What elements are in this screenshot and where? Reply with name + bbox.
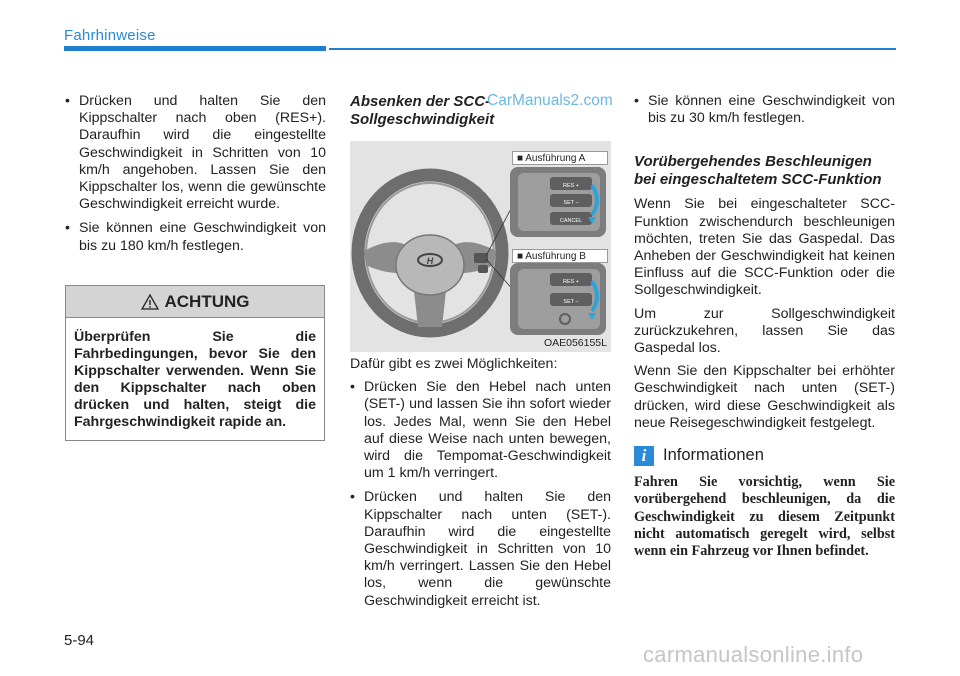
paragraph: Wenn Sie bei eingeschalteter SCC-Funktion zwischendurch beschleunigen möchten, treten Sie das Gaspedal. Das Anheben der Geschwindigkeit hat keinen Einfluss auf die SCC-Funktion oder die Sollgeschwindigkeit. bbox=[634, 196, 895, 299]
switch-b-res-label: RES + bbox=[562, 279, 580, 285]
version-a-label: ■ Ausführung A bbox=[512, 151, 608, 165]
bullet-list bbox=[350, 379, 611, 610]
watermark-top: CarManuals2.com bbox=[487, 92, 613, 109]
list-item: • Sie können eine Geschwindigkeit von bis zu 30 km/h festlegen. bbox=[634, 93, 895, 127]
bullet-list bbox=[634, 93, 895, 127]
page-number: 5-94 bbox=[64, 632, 95, 649]
version-b-label: ■ Ausführung B bbox=[512, 249, 608, 263]
list-item: • Drücken Sie den Hebel nach unten (SET-) und lassen Sie ihn sofort wieder los. Jedes Mal, wenn Sie den Hebel auf diese Weise nach unten bewegen, wird die Tempomat-Geschwindigkeit um 1 km/h verringert. bbox=[350, 379, 611, 482]
steering-wheel-illustration bbox=[350, 141, 611, 352]
paragraph: Wenn Sie den Kippschalter bei erhöhter Geschwindigkeit nach unten (SET-) drücken, wird diese Geschwindigkeit als neue Reisegeschwindigkeit festgelegt. bbox=[634, 363, 895, 431]
bullet-list bbox=[65, 93, 326, 255]
section-heading: Vorübergehendes Beschleunigen bei eingeschaltetem SCC-Funktion bbox=[634, 153, 882, 188]
warning-box bbox=[65, 285, 325, 441]
list-item: • Drücken und halten Sie den Kippschalter nach unten (SET-). Daraufhin wird die eingestellte Geschwindigkeit in Schritten von 10 km/h verringert. Lassen Sie den Hebel los, wenn die gewünschte Geschwindigkeit erreicht ist. bbox=[350, 489, 611, 609]
intro-text: Dafür gibt es zwei Möglichkeiten: bbox=[350, 356, 558, 372]
header-rule-thick bbox=[64, 46, 326, 51]
switch-a-res-label: RES + bbox=[562, 183, 580, 189]
warning-triangle-icon bbox=[141, 294, 159, 310]
column-2-body bbox=[350, 356, 611, 617]
info-title: Informationen bbox=[663, 446, 764, 465]
column-3 bbox=[634, 93, 895, 561]
section-heading: Absenken der SCC-Sollgeschwindigkeit bbox=[350, 93, 495, 128]
svg-text:H: H bbox=[426, 256, 434, 266]
list-item: • Sie können eine Geschwindigkeit von bis zu 180 km/h festlegen. bbox=[65, 220, 326, 254]
warning-header bbox=[66, 286, 324, 318]
switch-a-cancel-label: CANCEL bbox=[559, 218, 583, 224]
info-heading bbox=[634, 446, 895, 466]
paragraph: Um zur Sollgeschwindigkeit zurückzukehren, lassen Sie das Gaspedal los. bbox=[634, 305, 895, 357]
column-1 bbox=[65, 93, 326, 262]
warning-text: Überprüfen Sie die Fahrbedingungen, bevor Sie den Kippschalter verwenden. Wenn Sie den Kippschalter nach oben drücken und halten, steigt die Fahrgeschwindigkeit rapide an. bbox=[74, 329, 316, 430]
section-title: Fahrhinweise bbox=[64, 27, 156, 44]
switch-a-set-label: SET – bbox=[563, 200, 579, 206]
list-item: • Drücken und halten Sie den Kippschalter nach oben (RES+). Daraufhin wird die eingestellte Geschwindigkeit in Schritten von 10 km/h angehoben. Lassen Sie den Kippschalter los, wenn die gewünschte Geschwindigkeit erreicht wurde. bbox=[65, 93, 326, 213]
watermark-bottom: carmanualsonline.info bbox=[643, 642, 864, 667]
figure-code: OAE056155L bbox=[543, 337, 607, 349]
info-text: Fahren Sie vorsichtig, wenn Sie vorübergehend beschleunigen, da die Geschwindigkeit zu diesem Zeitpunkt nicht automatisch geregelt wird, selbst wenn ein Fahrzeug vor Ihnen befindet. bbox=[634, 474, 895, 560]
warning-title: ACHTUNG bbox=[164, 291, 250, 311]
header-rule-thin bbox=[329, 48, 896, 50]
info-icon: i bbox=[634, 446, 654, 466]
steering-wheel-figure bbox=[350, 141, 611, 352]
switch-b-set-label: SET – bbox=[563, 299, 579, 305]
